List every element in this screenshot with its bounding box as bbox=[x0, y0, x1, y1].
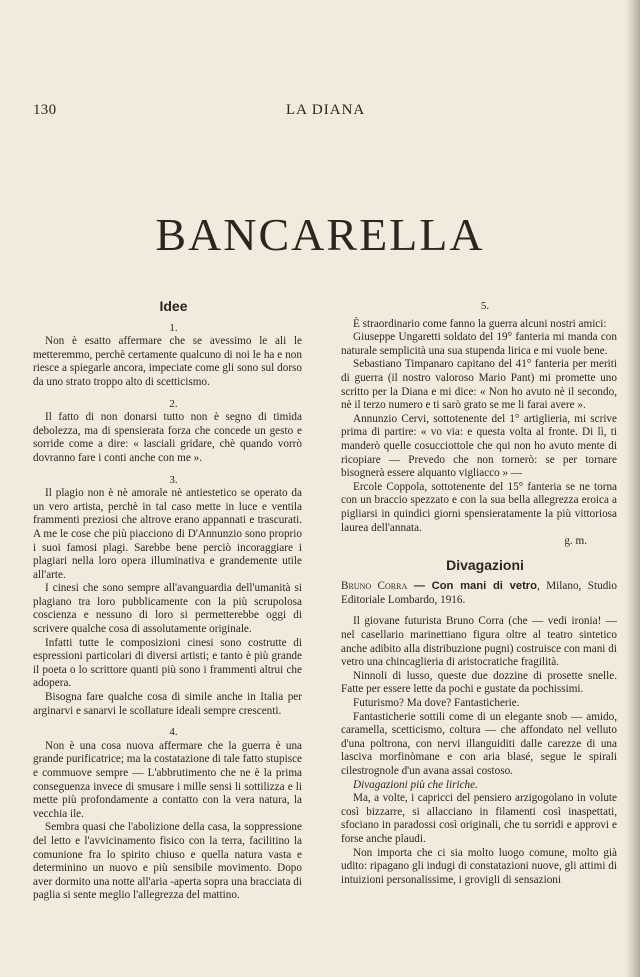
paragraph: È straordinario come fanno la guerra alcuni nostri amici: bbox=[353, 317, 607, 330]
paragraph: Il plagio non è nè amorale nè antiestetico se operato da un vero artista, perchè in tal caso mette in luce e ventila frammenti preziosi che altrove erano appannati e trascurati. A me le cose che più piacciono di D'Annunzio sono proprio i suoi famosi plagi. Sarebbe bene perciò incoraggiare i plagiari nella loro opera illuminativa e grandemente utile all'arte. bbox=[33, 487, 302, 581]
page-edge-shadow bbox=[626, 0, 640, 977]
paragraph: Futurismo? Ma dove? Fantasticherie. bbox=[353, 697, 520, 710]
right-column bbox=[341, 300, 617, 887]
section-number: 3. bbox=[169, 473, 178, 486]
paragraph: Non è una cosa nuova affermare che la guerra è una grande purificatrice; ma la costatazione di tale fatto stupisce e commuove sempre — L'abbrutimento che ne è la prima conseguenza invece di smusare i mille sensi li sottilizza e li mette più profondamente a contatto con la vera natura, la vecchia ile. bbox=[33, 739, 303, 820]
paragraph: Ma, a volte, i capricci del pensiero arzigogolano in volute così bizzarre, si allacciano in filamenti così inaspettati, sfociano in paradossi così originali, che tu sorridi e approvi e forse anche plaudi. bbox=[341, 792, 617, 845]
paragraph: Ercole Coppola, sottotenente del 15° fanteria se ne torna con un braccio spezzato e con la sua bella allegrezza eroica a pigliarsi in quindici giorni spensieratamente la più vittoriosa laurea dell'annata. bbox=[341, 480, 617, 534]
paragraph: Non importa che ci sia molto luogo comune, molto già udito: ripagano gli indugi di constatazioni nuove, gli attimi di intuizioni personalissime, i grovigli di sensazioni bbox=[341, 846, 617, 886]
section-number: 5. bbox=[480, 300, 490, 312]
paragraph: Il fatto di non donarsi tutto non è segno di timida debolezza, ma di spensierata forza che concede un gesto e sorride come a dire: « lasciali gridare, chè quando vorrò dovranno fare i conti anche con me ». bbox=[33, 411, 302, 464]
page-title: BANCARELLA bbox=[155, 209, 485, 260]
citation-author: Bruno Corra bbox=[341, 580, 408, 593]
section-heading-divagazioni: Divagazioni bbox=[446, 556, 524, 573]
left-column bbox=[33, 300, 302, 903]
citation-publisher: , Milano, Studio Editoriale Lombardo, 1916. bbox=[341, 580, 617, 606]
paragraph: Giuseppe Ungaretti soldato del 19° fanteria mi manda con naturale semplicità una sua stupenda lirica e mi vuole bene. bbox=[341, 331, 617, 357]
paragraph: Fantasticherie sottili come di un elegante snob — amido, caramella, scetticismo, coltura — che affondato nel velluto d'una poltrona, con nervi illanguiditi dalle carezze di una lasciva morfinòmane e con aria blasé, segue le spirali cilestrognole d'un avana assai costoso. bbox=[341, 710, 617, 777]
paragraph: I cinesi che sono sempre all'avanguardia dell'umanità si plagiano tra loro pubblicamente con la più scrupolosa coscienza e nessuno di loro si permetterebbe oggi di scrivere qualche cosa di assolutamente originale. bbox=[33, 582, 302, 636]
signature: g. m. bbox=[564, 535, 587, 548]
paragraph: Annunzio Cervi, sottotenente del 1° artiglieria, mi scrive prima di partire: « vo via: e questa volta al fronte. Di lì, ti manderò quelle cosucciottole che qui non ho avuto mente di ricopiare — Prevedo che non tornerò: se per tornare bisognerà essere alquanto vigliacco » — bbox=[341, 412, 617, 480]
section-number: 4. bbox=[169, 726, 178, 739]
running-head: LA DIANA bbox=[286, 102, 366, 118]
paragraph: Bisogna fare qualche cosa di simile anche in Italia per arginarvi e sanarvi le scollature ideali sempre crescenti. bbox=[33, 691, 302, 717]
paragraph: Il giovane futurista Bruno Corra (che — vedi ironia! — nel casellario marinettiano figura oltre al teatro sintetico anche adibito alla distribuzione pugni) costruisce con mani di vetro una chincaglieria di aristocratiche fragilità. bbox=[341, 615, 617, 669]
section-number: 2. bbox=[169, 397, 178, 410]
paragraph: Infatti tutte le composizioni cinesi sono costrutte di espressioni particolari di diversi artisti; e tanto è più grande il poeta o lo scrittore quanti più sono i frammenti altrui che adopera. bbox=[33, 636, 302, 690]
paragraph: Ninnoli di lusso, queste due dozzine di prosette snelle. Fatte per essere lette da pochi e gustate da pochissimi. bbox=[341, 669, 617, 696]
section-number: 1. bbox=[169, 321, 178, 334]
page-number: 130 bbox=[33, 102, 57, 118]
paragraph: Sembra quasi che l'abolizione della casa, la soppressione del letto e l'avvicinamento fisico con la terra, facilitino la comunione fra lo spirito chiuso e quella natura vasta e determinino un nuovo e più sensibile movimento. Dopo aver dormito una notte all'aria -aperta sopra una bracciata di paglia si sente meglio l'allegrezza del mattino. bbox=[33, 821, 302, 902]
paragraph: Non è esatto affermare che se avessimo le ali le metteremmo, perchè certamente qualcuno di noi le ha e non riesce a spiegarle ancora, impeciate come gli sono sul dorso da uno strato troppo alto di scetticismo. bbox=[33, 335, 302, 388]
paragraph: Sebastiano Timpanaro capitano del 41° fanteria per meriti di guerra (il nostro valoroso Mario Pant) mi promette uno scritto per la Diana e mi dice: « Non ho avuto nè il secondo, nè il terzo numero e ti sarò grato se me li farai avere ». bbox=[341, 358, 617, 412]
section-heading-idee: Idee bbox=[159, 298, 188, 314]
book-citation bbox=[341, 580, 617, 607]
citation-title: — Con mani di vetro bbox=[413, 580, 537, 593]
paragraph: Divagazioni più che liriche. bbox=[353, 778, 478, 791]
